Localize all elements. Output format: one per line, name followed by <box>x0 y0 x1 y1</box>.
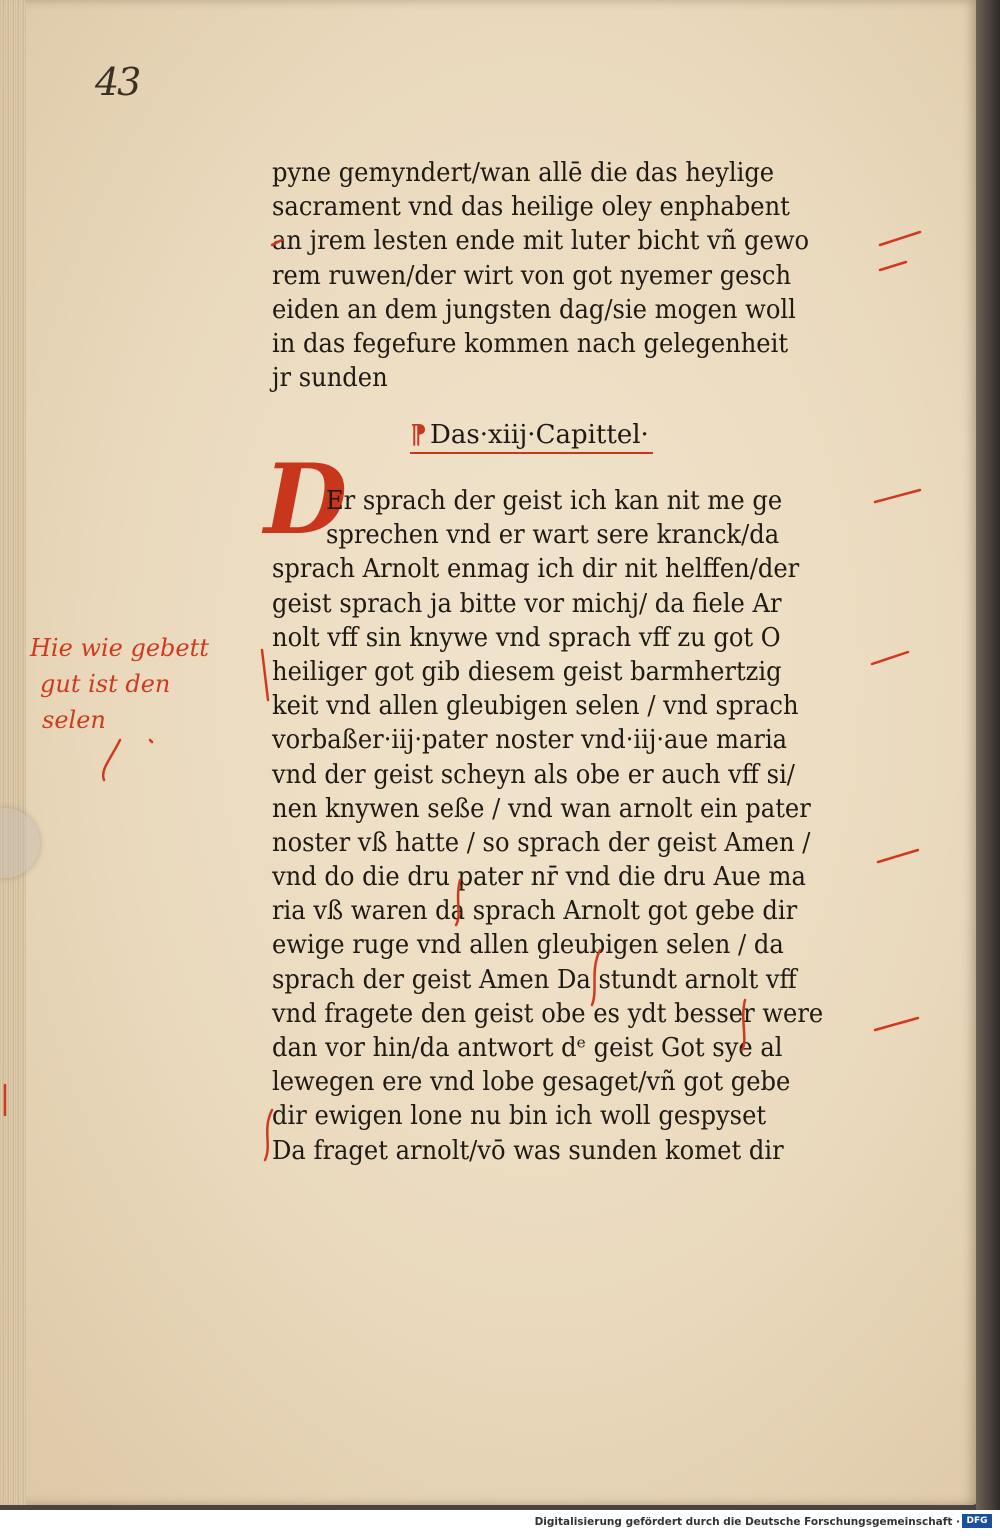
text-line: rem ruwen/der wirt von got nyemer gesch <box>272 260 792 291</box>
annotation-line: Hie wie gebett <box>30 634 209 662</box>
chapter-heading <box>410 420 653 454</box>
marginal-annotation <box>30 630 270 738</box>
folio-number: 43 <box>95 60 140 104</box>
text-line: jr sunden <box>272 363 388 394</box>
book-spine <box>976 0 1000 1510</box>
opening-text-block <box>272 156 839 395</box>
text-line: an jrem lesten ende mit luter bicht vñ gewo <box>272 226 810 257</box>
text-line: ewige ruge vnd allen gleubigen selen / da <box>272 930 784 961</box>
text-line: sprach der geist Amen Da stundt arnolt vff <box>272 964 797 995</box>
chapter-heading-text: Das·xiij·Capittel· <box>430 420 649 450</box>
text-line: eiden an dem jungsten dag/sie mogen woll <box>272 294 796 325</box>
text-line: dan vor hin/da antwort dᵉ geist Got sye al <box>272 1033 783 1063</box>
text-line: geist sprach ja bitte vor michj/ da fiele Ar <box>272 588 782 619</box>
text-line: sprechen vnd er wart sere kranck/da <box>325 520 780 551</box>
page-edges <box>0 0 26 1505</box>
text-line: in das fegefure kommen nach gelegenheit <box>272 328 789 359</box>
text-line: heiliger got gib diesem geist barmhertzig <box>272 656 782 687</box>
paragraph-mark: ⁋ <box>410 420 427 450</box>
text-line: nen knywen seße / vnd wan arnolt ein pater <box>272 793 811 824</box>
text-line: lewegen ere vnd lobe gesaget/vñ got gebe <box>272 1067 791 1098</box>
text-line: sprach Arnolt enmag ich dir nit helffen/der <box>272 554 800 585</box>
text-line: Er sprach der geist ich kan nit me ge <box>325 486 783 516</box>
text-line: noster vß hatte / so sprach der geist Amen / <box>272 827 811 858</box>
text-line: Da fraget arnolt/vō was sunden komet dir <box>272 1135 784 1166</box>
annotation-line: selen <box>42 706 106 734</box>
chapter-text-block <box>272 484 839 1168</box>
text-line: vnd do die dru pater nr̄ vnd die dru Aue ma <box>272 862 806 893</box>
text-line: keit vnd allen gleubigen selen / vnd sprach <box>272 691 799 722</box>
text-line: ria vß waren da sprach Arnolt got gebe dir <box>272 896 798 927</box>
text-line: sacrament vnd das heilige oley enphabent <box>272 192 790 223</box>
text-line: nolt vff sin knywe vnd sprach vff zu got O <box>272 622 781 653</box>
funding-credit: Digitalisierung gefördert durch die Deutsche Forschungsgemeinschaft · <box>534 1516 960 1528</box>
text-line: vnd fragete den geist obe es ydt besser were <box>272 998 824 1029</box>
rubricated-initial: D <box>264 443 348 556</box>
text-line: dir ewigen lone nu bin ich woll gespyset <box>272 1101 767 1132</box>
text-line: vorbaßer·iij·pater noster vnd·iij·aue maria <box>272 725 788 756</box>
text-line: vnd der geist scheyn als obe er auch vff si/ <box>272 759 795 790</box>
dfg-logo: DFG <box>962 1514 992 1528</box>
text-line: pyne gemyndert/wan allē die das heylige <box>272 158 775 188</box>
annotation-line: gut ist den <box>40 670 171 698</box>
